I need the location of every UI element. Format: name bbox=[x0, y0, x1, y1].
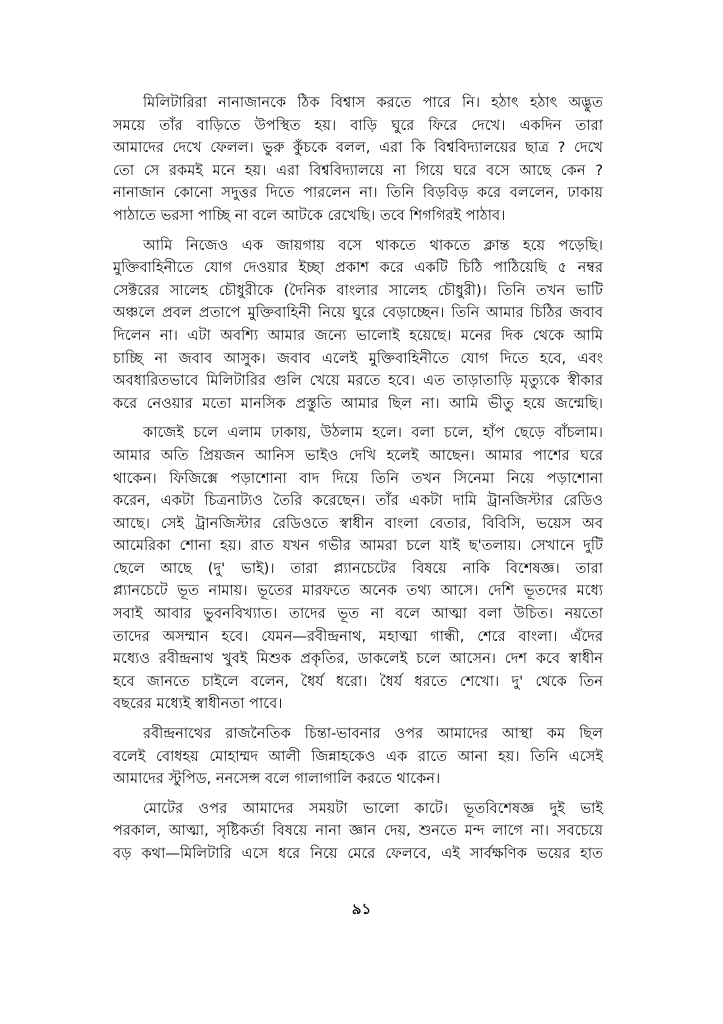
text-line: আমার অতি প্রিয়জন আনিস ভাইও দেখি হলেই আছেন। আমার পাশের ঘরে bbox=[113, 446, 603, 464]
paragraph-3 bbox=[113, 422, 603, 716]
text-line: নানাজান কোনো সদুত্তর দিতে পারলেন না। তিনি বিড়বিড় করে বললেন, ঢাকায় bbox=[113, 184, 603, 202]
paragraph-4 bbox=[113, 723, 603, 791]
text-line: আমেরিকা শোনা হয়। রাত যখন গভীর আমরা চলে যাই ছ'তলায়। সেখানে দুটি bbox=[113, 537, 603, 555]
text-line: চাচ্ছি না জবাব আসুক। জবাব এলেই মুক্তিবাহিনীতে যোগ দিতে হবে, এবং bbox=[113, 349, 603, 367]
text-line: বছরের মধ্যেই স্বাধীনতা পাবে। bbox=[113, 695, 283, 713]
text-line: তো সে রকমই মনে হয়। এরা বিশ্ববিদ্যালয়ে না গিয়ে ঘরে বসে আছে কেন ? bbox=[113, 161, 603, 179]
text-line: রবীন্দ্রনাথের রাজনৈতিক চিন্তা-ভাবনার ওপর আমাদের আস্থা কম ছিল bbox=[143, 725, 603, 743]
text-line: আমাদের স্টুপিড, ননসেন্স বলে গালাগালি করতে থাকেন। bbox=[113, 770, 441, 788]
text-line: সেক্টরের সালেহ চৌধুরীকে (দৈনিক বাংলার সালেহ চৌধুরী)। তিনি তখন ভাটি bbox=[113, 281, 603, 299]
text-line: থাকেন। ফিজিক্সে পড়াশোনা বাদ দিয়ে তিনি তখন সিনেমা নিয়ে পড়াশোনা bbox=[113, 469, 603, 487]
paragraph-2 bbox=[113, 235, 603, 416]
text-line: তাদের অসম্মান হবে। যেমন—রবীন্দ্রনাথ, মহাত্মা গান্ধী, শেরে বাংলা। এঁদের bbox=[113, 627, 603, 645]
text-line: মিলিটারিরা নানাজানকে ঠিক বিশ্বাস করতে পারে নি। হঠাৎ হঠাৎ অদ্ভুত bbox=[143, 94, 603, 111]
text-line: করে নেওয়ার মতো মানসিক প্রস্তুতি আমার ছিল না। আমি ভীতু হয়ে জন্মেছি। bbox=[113, 394, 603, 412]
text-line: হবে জানতে চাইলে বলেন, ধৈর্য ধরো। ধৈর্য ধরতে শেখো। দু' থেকে তিন bbox=[113, 672, 603, 690]
text-line: আমি নিজেও এক জায়গায় বসে থাকতে থাকতে ক্লান্ত হয়ে পড়েছি। bbox=[143, 236, 603, 254]
text-line: কাজেই চলে এলাম ঢাকায়, উঠলাম হলে। বলা চলে, হাঁপ ছেড়ে বাঁচলাম। bbox=[143, 424, 603, 442]
text-line: আছে। সেই ট্রানজিস্টার রেডিওতে স্বাধীন বাংলা বেতার, বিবিসি, ভয়েস অব bbox=[113, 514, 603, 532]
text-line: করেন, একটা চিত্রনাট্যও তৈরি করেছেন। তাঁর একটা দামি ট্রানজিস্টার রেডিও bbox=[113, 492, 603, 510]
text-line: প্ল্যানচেটে ভূত নামায়। ভূতের মারফতে অনেক তথ্য আসে। দেশি ভূতদের মধ্যে bbox=[113, 582, 603, 600]
paragraph-5 bbox=[113, 798, 603, 866]
text-line: পরকাল, আত্মা, সৃষ্টিকর্তা বিষয়ে নানা জ্ঞান দেয়, শুনতে মন্দ লাগে না। সবচেয়ে bbox=[113, 822, 603, 840]
paragraph-1 bbox=[113, 92, 603, 228]
text-line: মোটের ওপর আমাদের সময়টা ভালো কাটে। ভূতবিশেষজ্ঞ দুই ভাই bbox=[143, 799, 603, 817]
text-line: পাঠাতে ভরসা পাচ্ছি না বলে আটকে রেখেছি। তবে শিগগিরই পাঠাব। bbox=[113, 206, 506, 224]
text-line: মধ্যেও রবীন্দ্রনাথ খুবই মিশুক প্রকৃতির, ডাকলেই চলে আসেন। দেশ কবে স্বাধীন bbox=[113, 650, 603, 668]
text-line: আমাদের দেখে ফেলল। ভুরু কুঁচকে বলল, এরা কি বিশ্ববিদ্যালয়ের ছাত্র ? দেখে bbox=[113, 139, 603, 157]
text-line: বড় কথা—মিলিটারি এসে ধরে নিয়ে মেরে ফেলবে, এই সার্বক্ষণিক ভয়ের হাত bbox=[113, 845, 603, 862]
text-line: দিলেন না। এটা অবশ্যি আমার জন্যে ভালোই হয়েছে। মনের দিক থেকে আমি bbox=[113, 326, 603, 344]
page-number: ৯১ bbox=[351, 900, 372, 918]
text-line: অবধারিতভাবে মিলিটারির গুলি খেয়ে মরতে হবে। এত তাড়াতাড়ি মৃত্যুকে স্বীকার bbox=[113, 372, 603, 390]
text-line: সময়ে তাঁর বাড়িতে উপস্থিত হয়। বাড়ি ঘুরে ফিরে দেখে। একদিন তারা bbox=[113, 116, 603, 134]
text-line: সবাই আবার ভুবনবিখ্যাত। তাদের ভূত না বলে আত্মা বলা উচিত। নয়তো bbox=[113, 605, 603, 623]
text-line: মুক্তিবাহিনীতে যোগ দেওয়ার ইচ্ছা প্রকাশ করে একটি চিঠি পাঠিয়েছি ৫ নম্বর bbox=[113, 259, 603, 277]
page-body bbox=[113, 92, 603, 873]
text-line: অঞ্চলে প্রবল প্রতাপে মুক্তিবাহিনী নিয়ে ঘুরে বেড়াচ্ছেন। তিনি আমার চিঠির জবাব bbox=[113, 304, 603, 322]
text-line: বলেই বোধহয় মোহাম্মদ আলী জিন্নাহকেও এক রাতে আনা হয়। তিনি এসেই bbox=[113, 747, 603, 765]
text-line: ছেলে আছে (দু' ভাই)। তারা প্ল্যানচেটের বিষয়ে নাকি বিশেষজ্ঞ। তারা bbox=[113, 559, 603, 577]
